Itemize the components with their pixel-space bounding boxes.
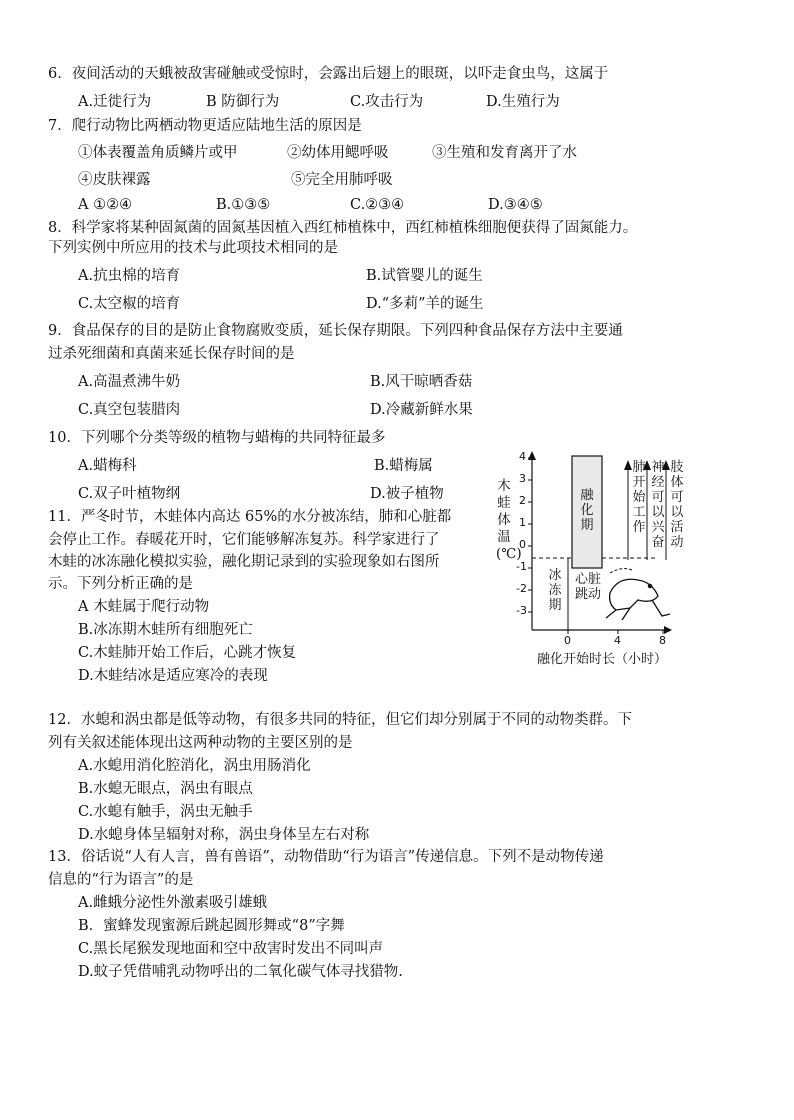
q11-stem-line4: 示。下列分析正确的是: [48, 576, 193, 592]
x-tick-0: 0: [564, 634, 571, 647]
y-tick-neg3: -3: [516, 604, 527, 617]
q13-option-a: A.雌蛾分泌性外激素吸引雄蛾: [78, 895, 268, 911]
q7-item-4: ④皮肤裸露: [78, 172, 151, 188]
freeze-period-label: 冰冻期: [548, 568, 562, 613]
q6-option-c: C.攻击行为: [350, 94, 424, 110]
q12-stem-line2: 列有关叙述能体现出这两种动物的主要区别的是: [48, 735, 353, 751]
q12-option-c: C.水螅有触手，涡虫无触手: [78, 804, 253, 820]
x-tick-8: 8: [659, 634, 666, 647]
y-tick-0: 0: [519, 538, 526, 551]
q11-stem-line1: 11．严冬时节，木蛙体内高达 65%的水分被冻结，肺和心脏都: [48, 509, 452, 525]
q13-option-b: B．蜜蜂发现蜜源后跳起圆形舞或“8”字舞: [78, 918, 345, 934]
q7-item-1: ①体表覆盖角质鳞片或甲: [78, 145, 238, 161]
nerve-excite-label: 神经可以兴奋: [651, 460, 665, 550]
heart-beat-label: 心脏跳动: [574, 572, 601, 602]
y-tick-1: 1: [519, 516, 526, 529]
q10-option-b: B.蜡梅属: [374, 458, 433, 474]
q10-option-d: D.被子植物: [370, 486, 444, 502]
q12-option-a: A.水螅用消化腔消化，涡虫用肠消化: [78, 758, 311, 774]
y-tick-neg1: -1: [516, 560, 527, 573]
q8-option-b: B.试管婴儿的诞生: [366, 268, 483, 284]
frog-thaw-figure: [492, 448, 692, 668]
q7-option-d: D.③④⑤: [488, 197, 543, 213]
q8-option-d: D.“多莉”羊的诞生: [366, 296, 484, 312]
figure-x-label: 融化开始时长（小时）: [537, 652, 668, 667]
q6-option-b: B 防御行为: [206, 94, 280, 110]
q8-option-a: A.抗虫棉的培育: [78, 268, 181, 284]
q7-item-5: ⑤完全用肺呼吸: [291, 172, 393, 188]
q8-stem-line2: 下列实例中所应用的技术与此项技术相同的是: [48, 240, 338, 256]
q8-option-c: C.太空椒的培育: [78, 296, 181, 312]
q6-stem: 6．夜间活动的天蛾被敌害碰触或受惊时，会露出后翅上的眼斑，以吓走食虫鸟，这属于: [48, 66, 609, 82]
melt-period-label: 融化期: [580, 488, 594, 533]
q9-option-a: A.高温煮沸牛奶: [78, 374, 181, 390]
q7-stem: 7．爬行动物比两栖动物更适应陆地生活的原因是: [48, 118, 362, 134]
lung-start-label: 肺开始工作: [632, 460, 646, 535]
q11-option-d: D.木蛙结冰是适应寒冷的表现: [78, 668, 268, 684]
q8-stem-line1: 8．科学家将某种固氮菌的固氮基因植入西红柿植株中，西红柿植株细胞便获得了固氮能力。: [48, 220, 638, 236]
q9-stem-line1: 9．食品保存的目的是防止食物腐败变质，延长保存期限。下列四种食品保存方法中主要通: [48, 323, 623, 339]
y-tick-neg2: -2: [516, 582, 527, 595]
q6-option-d: D.生殖行为: [486, 94, 560, 110]
q7-item-3: ③生殖和发育离开了水: [432, 145, 577, 161]
q12-option-b: B.水螅无眼点，涡虫有眼点: [78, 781, 253, 797]
q9-option-d: D.冷藏新鲜水果: [370, 402, 473, 418]
q13-option-c: C.黑长尾猴发现地面和空中敌害时发出不同叫声: [78, 941, 384, 957]
q10-stem: 10．下列哪个分类等级的植物与蜡梅的共同特征最多: [48, 430, 386, 446]
x-tick-4: 4: [614, 634, 621, 647]
q6-option-a: A.迁徙行为: [78, 94, 152, 110]
q12-option-d: D.水螅身体呈辐射对称，涡虫身体呈左右对称: [78, 827, 370, 843]
q11-option-b: B.冰冻期木蛙所有细胞死亡: [78, 622, 253, 638]
q13-option-d: D.蚊子凭借哺乳动物呼出的二氧化碳气体寻找猎物.: [78, 964, 403, 980]
q9-option-b: B.风干晾晒香菇: [370, 374, 473, 390]
y-tick-4: 4: [519, 450, 526, 463]
q9-stem-line2: 过杀死细菌和真菌来延长保存时间的是: [48, 346, 295, 362]
q11-option-a: A 木蛙属于爬行动物: [78, 599, 210, 615]
q10-option-a: A.蜡梅科: [78, 458, 137, 474]
q7-item-2: ②幼体用鳃呼吸: [287, 145, 389, 161]
figure-y-label: 木蛙体温(℃): [496, 478, 522, 562]
q13-stem-line2: 信息的“行为语言”的是: [48, 872, 194, 888]
q12-stem-line1: 12．水螅和涡虫都是低等动物，有很多共同的特征，但它们却分别属于不同的动物类群。下: [48, 712, 632, 728]
q10-option-c: C.双子叶植物纲: [78, 486, 181, 502]
y-tick-2: 2: [519, 494, 526, 507]
frog-icon: [606, 579, 670, 620]
q11-stem-line3: 木蛙的冰冻融化模拟实验，融化期记录到的实验现象如右图所: [48, 554, 440, 570]
q7-option-c: C.②③④: [350, 197, 405, 213]
q7-option-a: A ①②④: [78, 197, 133, 213]
y-tick-3: 3: [519, 472, 526, 485]
q9-option-c: C.真空包装腊肉: [78, 402, 181, 418]
q11-option-c: C.木蛙肺开始工作后，心跳才恢复: [78, 645, 297, 661]
limb-move-label: 肢体可以活动: [670, 460, 684, 550]
q7-option-b: B.①③⑤: [216, 197, 271, 213]
q11-stem-line2: 会停止工作。春暖花开时，它们能够解冻复苏。科学家进行了: [48, 532, 440, 548]
q13-stem-line1: 13．俗话说“人有人言，兽有兽语”，动物借助“行为语言”传递信息。下列不是动物传递: [48, 849, 604, 865]
